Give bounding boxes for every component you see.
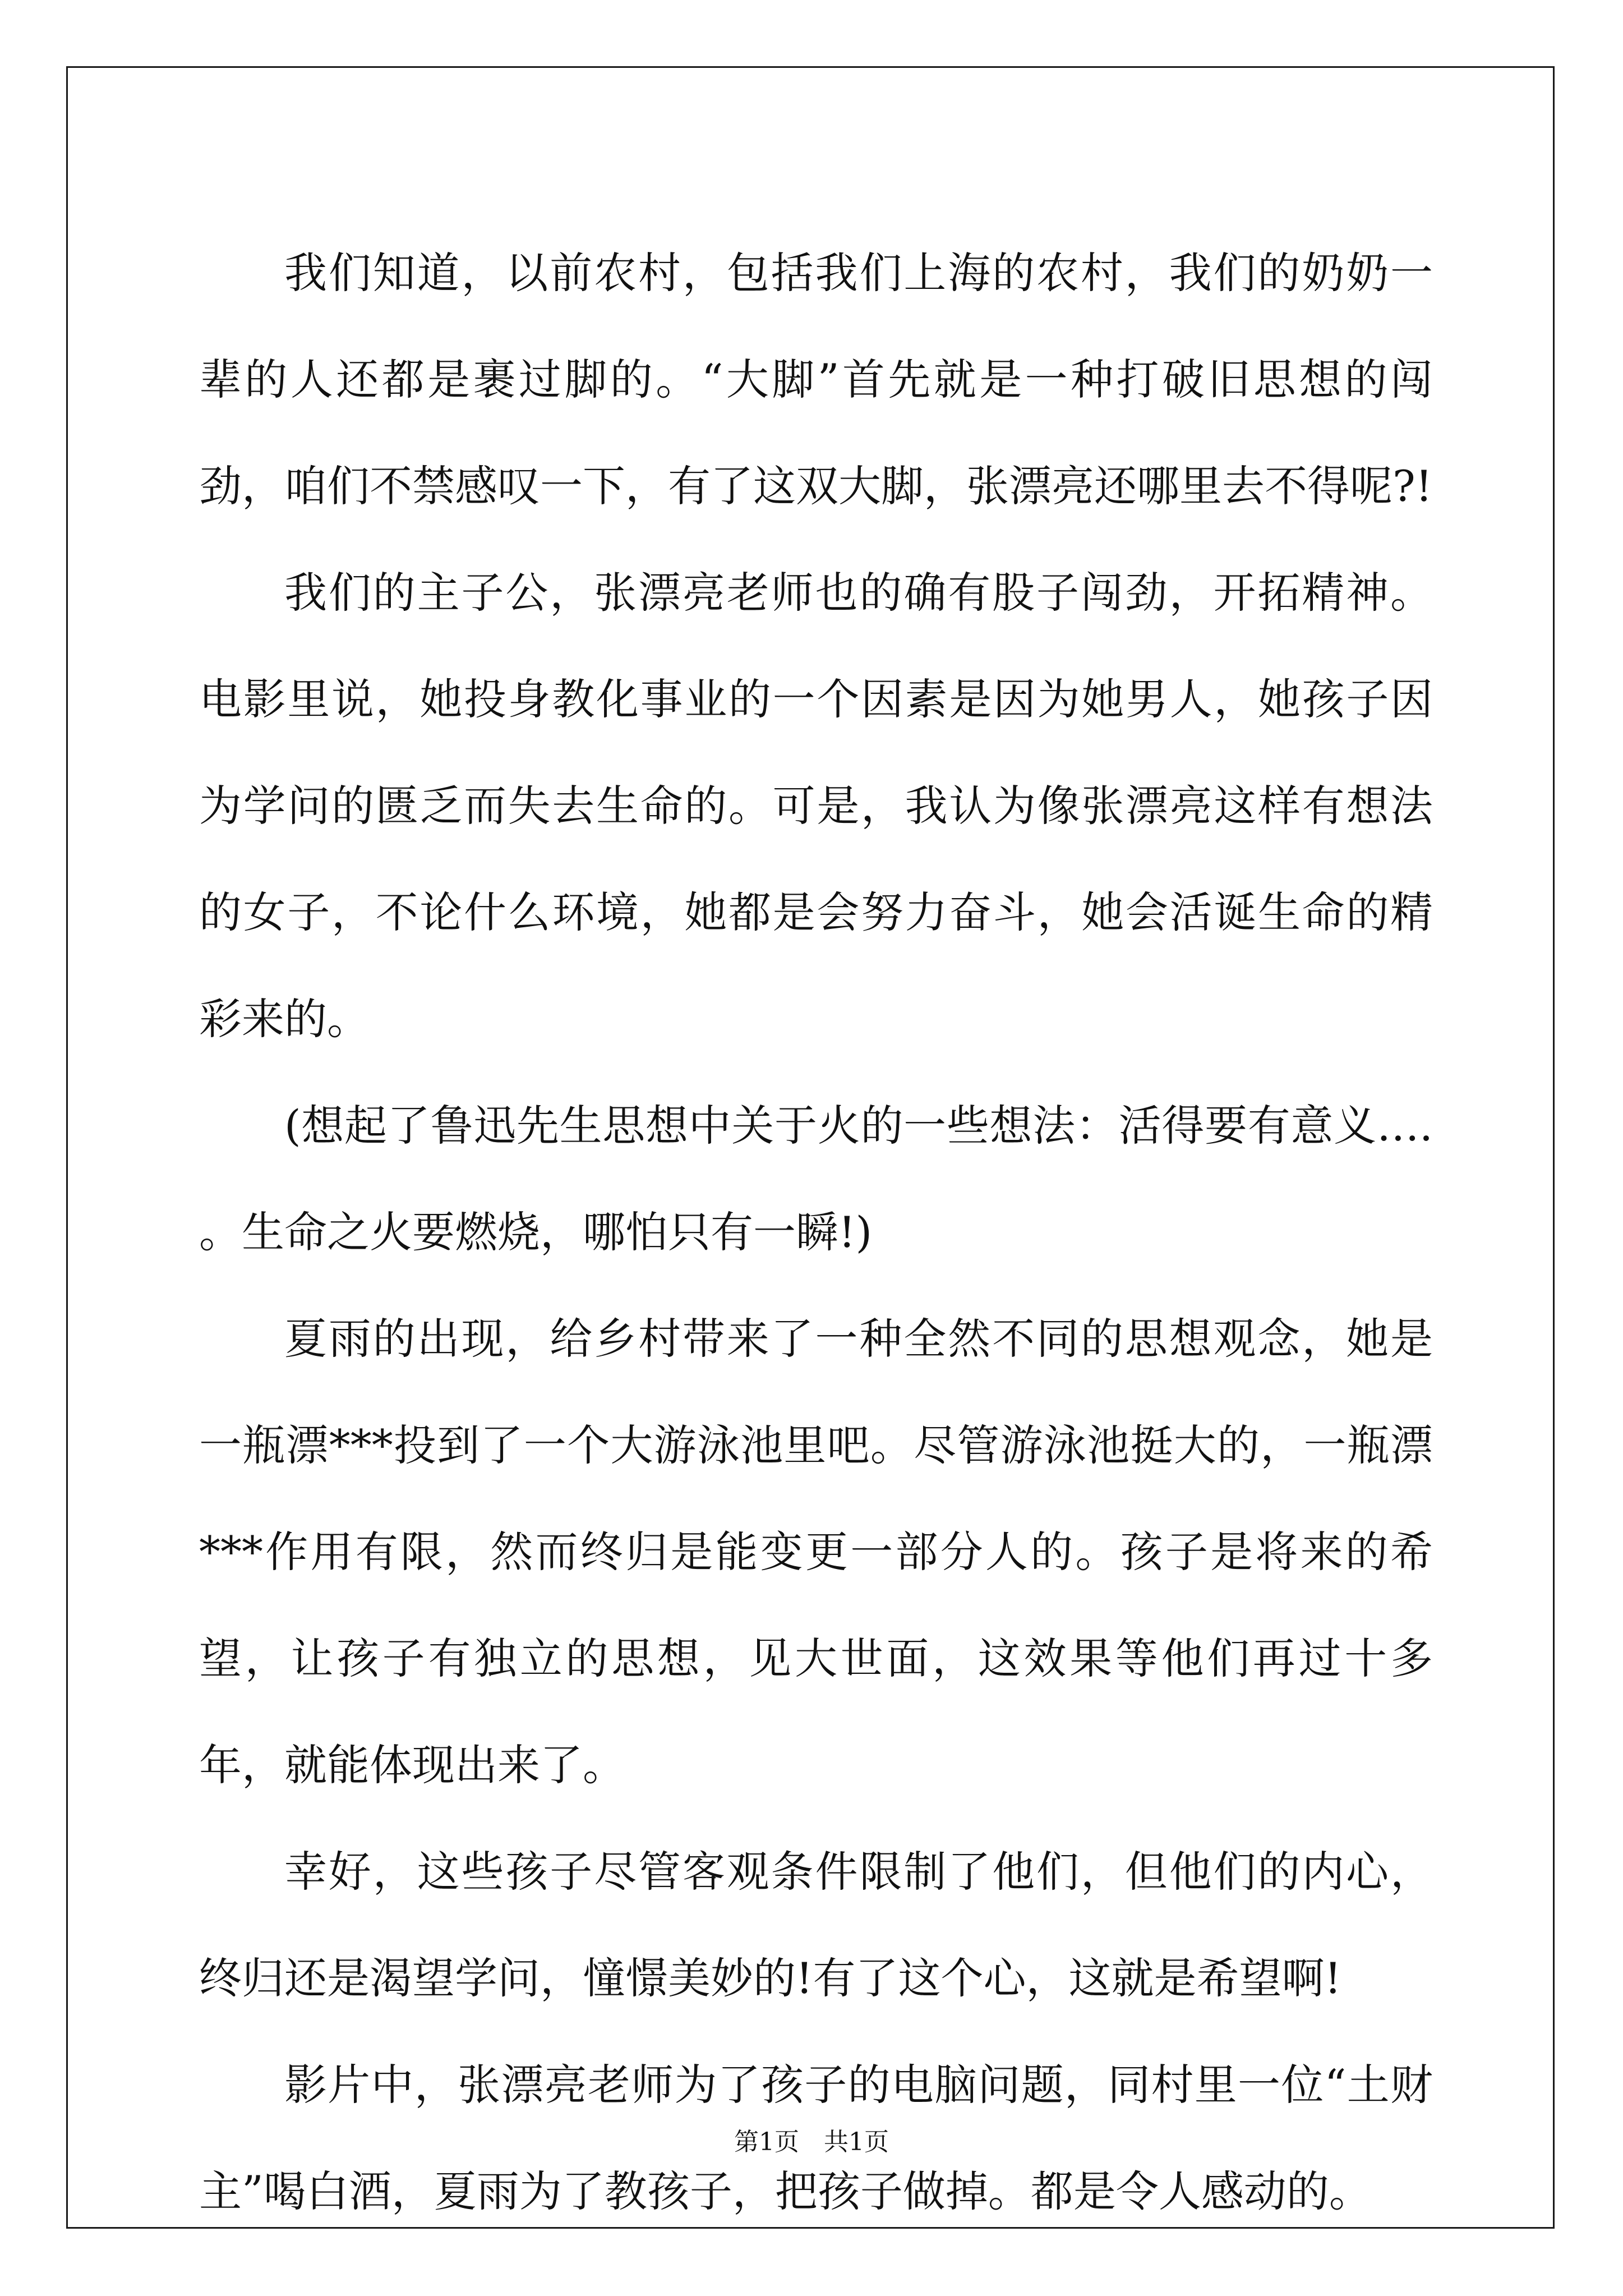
paragraph-3: (想起了鲁迅先生思想中关于火的一些想法：活得要有意义…. 。生命之火要燃烧，哪怕只有一瞬!) — [199, 1101, 1433, 1257]
page-number-footer: 第1页 共1页 — [734, 2128, 889, 2156]
document-body — [199, 220, 1433, 2245]
paragraph-2: 我们的主子公，张漂亮老师也的确有股子闯劲，开拓精神。电影里说，她投身教化事业的一个因素是因为她男人，她孩子因为学问的匮乏而失去生命的。可是，我认为像张漂亮这样有想法的女子，不论什么环境，她都是会努力奋斗，她会活诞生命的精彩来的。 — [199, 568, 1433, 1044]
paragraph-4: 夏雨的出现，给乡村带来了一种全然不同的思想观念，她是一瓶漂***投到了一个大游泳池里吧。尽管游泳池挺大的，一瓶漂***作用有限，然而终归是能变更一部分人的。孩子是将来的希望，让孩子有独立的思想，见大世面，这效果等他们再过十多年，就能体现出来了。 — [199, 1314, 1433, 1790]
paragraph-1: 我们知道，以前农村，包括我们上海的农村，我们的奶奶一辈的人还都是裹过脚的。“大脚”首先就是一种打破旧思想的闯劲，咱们不禁感叹一下，有了这双大脚，张漂亮还哪里去不得呢?! — [199, 248, 1433, 511]
paragraph-6: 影片中，张漂亮老师为了孩子的电脑问题，同村里一位“土财主”喝白酒，夏雨为了教孩子，把孩子做掉。都是令人感动的。 — [199, 2060, 1433, 2216]
paragraph-5: 幸好，这些孩子尽管客观条件限制了他们，但他们的内心，终归还是渴望学问，憧憬美妙的!有了这个心，这就是希望啊! — [199, 1847, 1433, 2003]
